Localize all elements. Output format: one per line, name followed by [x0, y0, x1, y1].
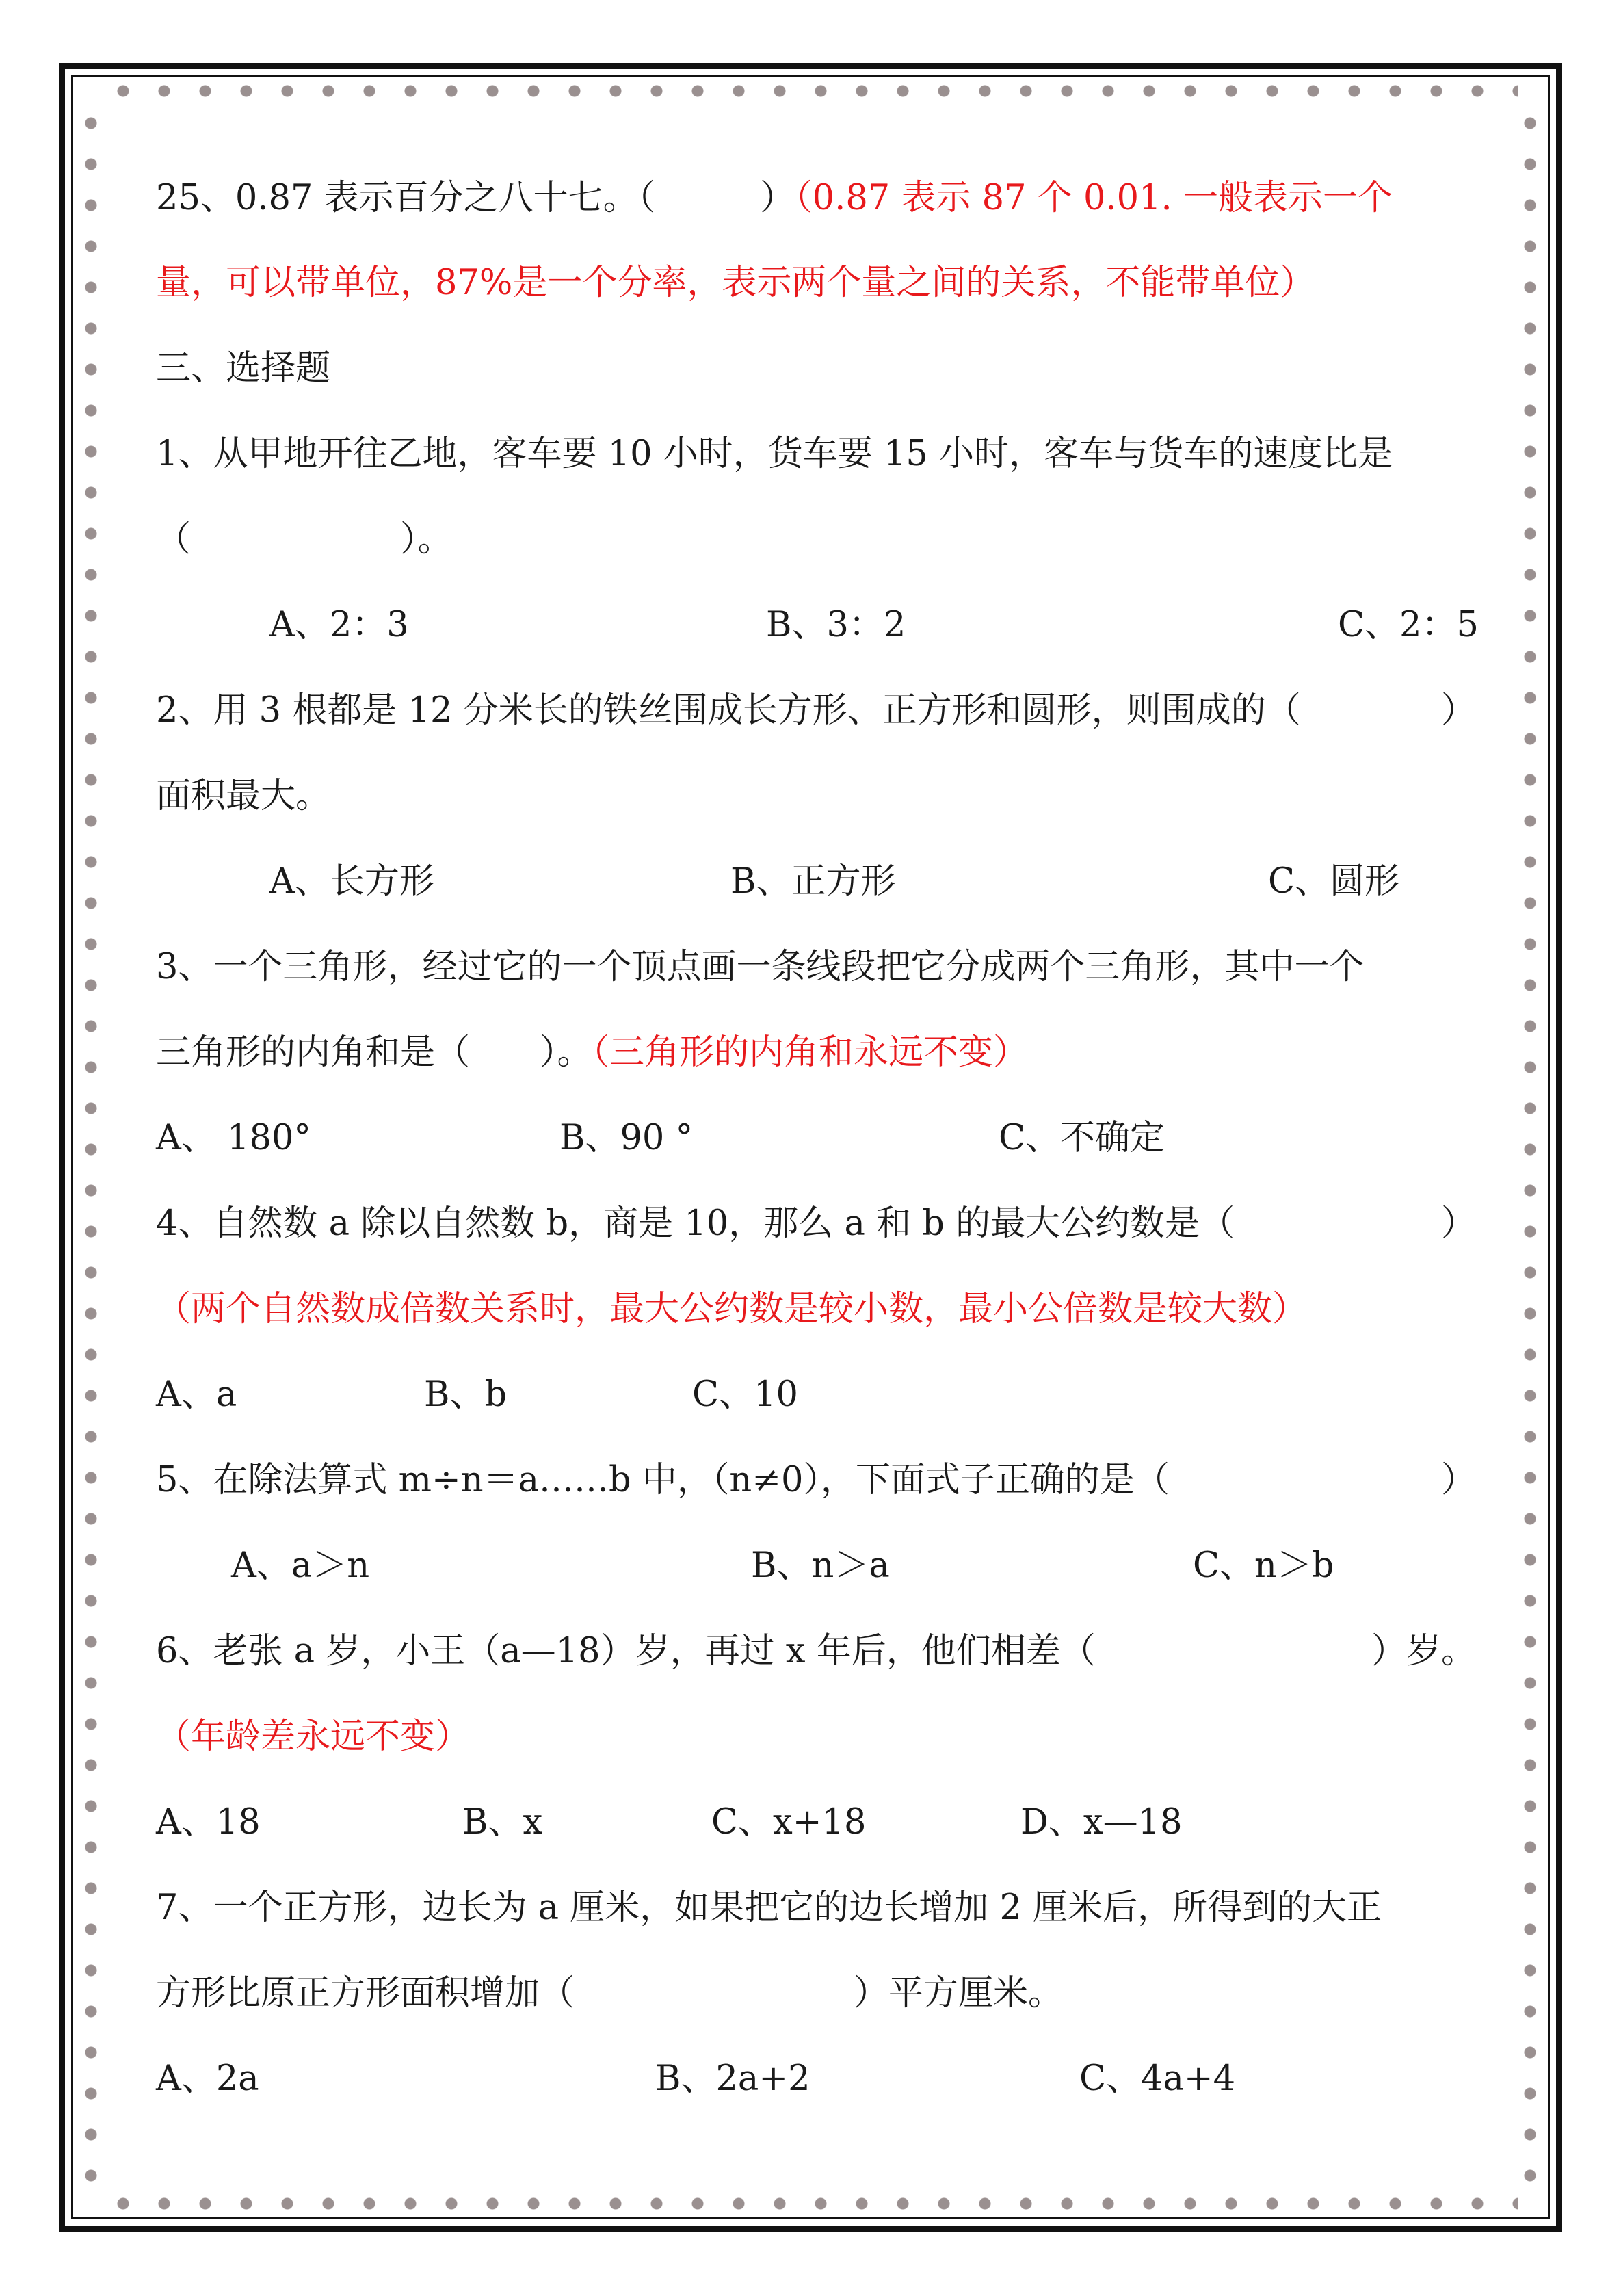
q4-option-c: C、10 [692, 1374, 798, 1415]
q6-line1-end: ）岁。 [1371, 1631, 1476, 1671]
q4-option-a: A、a [156, 1374, 237, 1415]
q4-line1 [156, 1202, 1476, 1246]
q3-line2 [156, 1031, 1476, 1075]
q4-line1-end: ） [1440, 1203, 1476, 1244]
q5-option-c: C、n＞b [1193, 1545, 1334, 1586]
q7-line1: 7、一个正方形，边长为 a 厘米，如果把它的边长增加 2 厘米后，所得到的大正 [156, 1888, 1382, 1928]
q3-option-c: C、不确定 [999, 1118, 1165, 1158]
q25-note-b: 量，可以带单位，87%是一个分率，表示两个量之间的关系，不能带单位） [156, 263, 1315, 303]
q4-line1-text: 4、自然数 a 除以自然数 b，商是 10，那么 a 和 b 的最大公约数是（ [156, 1203, 1235, 1244]
q25-note-a: （0.87 表示 87 个 0.01. 一般表示一个 [795, 178, 1393, 218]
border-dots-bottom [103, 2193, 1518, 2214]
border-dots-top [103, 81, 1518, 101]
q3-option-b: B、90 ° [559, 1118, 694, 1158]
q4-note: （两个自然数成倍数关系时，最大公约数是较小数，最小公倍数是较大数） [156, 1289, 1308, 1329]
q6-line1-text: 6、老张 a 岁，小王（a—18）岁，再过 x 年后，他们相差（ [156, 1631, 1096, 1671]
q3-line1: 3、一个三角形，经过它的一个顶点画一条线段把它分成两个三角形，其中一个 [156, 947, 1365, 987]
q1-line2: （ ）。 [156, 519, 453, 560]
q2-line1-text: 2、用 3 根都是 12 分米长的铁丝围成长方形、正方形和圆形，则围成的（ [156, 690, 1301, 731]
q7-option-c: C、4a+4 [1079, 2059, 1236, 2099]
q1-option-b: B、3：2 [766, 605, 906, 645]
q6-line1 [156, 1630, 1476, 1673]
q1-option-a: A、2：3 [269, 605, 409, 645]
q2-option-b: B、正方形 [730, 861, 896, 902]
q25-line [156, 177, 1476, 220]
q6-option-d: D、x—18 [1020, 1802, 1183, 1842]
q7-line2: 方形比原正方形面积增加（ ）平方厘米。 [156, 1973, 1064, 2013]
q2-option-c: C、圆形 [1268, 861, 1400, 902]
q5-line1-text: 5、在除法算式 m÷n＝a……b 中，（n≠0），下面式子正确的是（ [156, 1460, 1170, 1500]
q5-line1 [156, 1459, 1476, 1502]
q3-line2-text: 三角形的内角和是（ ）。 [156, 1032, 592, 1073]
q6-note: （年龄差永远不变） [156, 1717, 471, 1757]
q5-option-b: B、n＞a [751, 1545, 890, 1586]
q1-line1: 1、从甲地开往乙地，客车要 10 小时，货车要 15 小时，客车与货车的速度比是 [156, 434, 1393, 474]
q2-option-a: A、长方形 [269, 861, 434, 902]
q7-option-b: B、2a+2 [655, 2059, 810, 2099]
q6-option-a: A、18 [156, 1802, 261, 1842]
border-dots-left [81, 103, 101, 2196]
section-title: 三、选择题 [156, 348, 331, 389]
q2-line1 [156, 689, 1476, 733]
q7-option-a: A、2a [156, 2059, 259, 2099]
q4-option-b: B、b [424, 1374, 508, 1415]
q3-option-a: A、 180° [156, 1118, 311, 1158]
q2-line2: 面积最大。 [156, 776, 331, 816]
q5-line1-end: ） [1440, 1460, 1476, 1500]
q2-line1-end: ） [1440, 690, 1476, 731]
q5-option-a: A、a＞n [231, 1545, 370, 1586]
q6-option-b: B、x [462, 1802, 543, 1842]
border-dots-right [1520, 103, 1540, 2196]
q1-option-c: C、2：5 [1338, 605, 1479, 645]
q25-text: 25、0.87 表示百分之八十七。（ ） [156, 178, 795, 218]
q6-option-c: C、x+18 [711, 1802, 867, 1842]
q3-note: （三角形的内角和永远不变） [592, 1032, 1029, 1073]
